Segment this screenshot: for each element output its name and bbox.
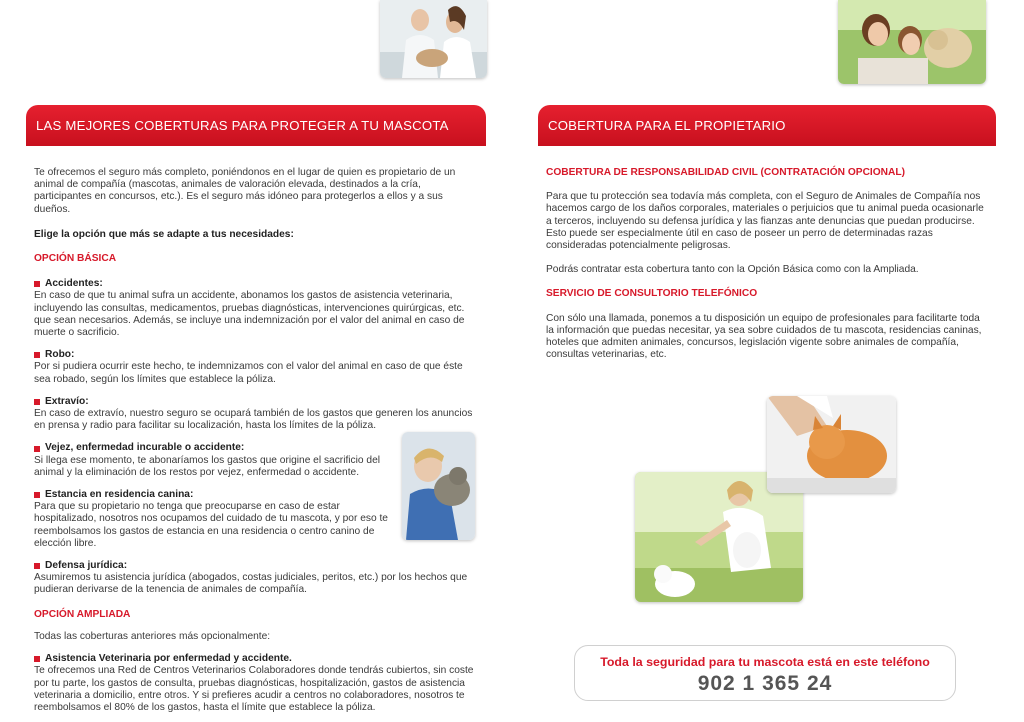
basic-option-heading: OPCIÓN BÁSICA (34, 253, 117, 265)
phone-service-heading: SERVICIO DE CONSULTORIO TELEFÓNICO (546, 288, 758, 300)
coverage-item-theft (34, 349, 476, 386)
civil-liability-heading: COBERTURA DE RESPONSABILIDAD CIVIL (CONTRATACIÓN OPCIONAL) (546, 167, 906, 178)
item-title: Estancia en residencia canina: (45, 489, 194, 501)
bullet-square-icon (34, 281, 40, 287)
boy-cat-photo (402, 432, 475, 540)
item-title: Extravío: (45, 395, 89, 407)
bullet-square-icon (34, 352, 40, 358)
right-section-banner: COBERTURA PARA EL PROPIETARIO (538, 105, 996, 146)
item-title: Asistencia Veterinaria por enfermedad y accidente. (45, 653, 292, 665)
bullet-square-icon (34, 492, 40, 498)
bullet-square-icon (34, 399, 40, 405)
item-text: Si llega ese momento, te abonaríamos los gastos que origine el sacrificio del animal y la eliminación de los restos por vejez, enfermedad o accidente. (34, 454, 380, 478)
bullet-square-icon (34, 446, 40, 452)
extended-option-heading: OPCIÓN AMPLIADA (34, 608, 131, 620)
left-section-banner: LAS MEJORES COBERTURAS PARA PROTEGER A TU MASCOTA (26, 105, 486, 146)
family-dog-photo (838, 0, 986, 84)
intro-paragraph: Te ofrecemos el seguro más completo, poniéndonos en el lugar de quien es propietario de un animal de compañía (mascotas, animales de valoración elevada, destinados a la cría, participantes en concursos, etc.). Es el seguro más idóneo para protegerlos a ellos y a sus dueños. (34, 167, 456, 215)
item-text: Para que su propietario no tenga que preocuparse en caso de estar hospitalizado, nosotros nos ocupamos del cuidado de tu mascota, y por eso te reembolsamos los gastos de estancia en una residencia o centro canino de elección libre. (34, 501, 388, 549)
cat-vet-photo (767, 396, 896, 493)
item-text: En caso de que tu animal sufra un accidente, abonamos los gastos de asistencia veterinaria, incluyendo las consultas, medicamentos, pruebas diagnósticas, intervenciones quirúrgicas, etc. que sean necesarios. Además, se incluye una indemnización por el valor del animal en caso de muerte o sacrificio. (34, 290, 465, 339)
civil-liability-text: Para que tu protección sea todavía más completa, con el Seguro de Animales de Compañía nos hacemos cargo de los daños corporales, materiales o perjuicios que tu animal pueda ocasionarle a terceros, incluyendo su defensa jurídica y las fianzas ante denuncias que puedan producirse. Esto puede ser especialmente útil en caso de poseer un perro de determinadas razas consideradas potencialmente peligrosas. (546, 191, 984, 252)
vet-photo (380, 0, 487, 78)
item-title: Accidentes: (45, 278, 103, 290)
coverage-item-kennel (34, 489, 394, 550)
coverage-item-loss (34, 396, 476, 433)
phone-service-text: Con sólo una llamada, ponemos a tu disposición un equipo de profesionales para facilitarte toda la información que puedas necesitar, ya sea sobre cuidados de tu mascota, residencias caninas, hoteles que admiten animales, concursos, legislación vigente sobre animales de compañía, consultas veterinarias, etc. (546, 312, 982, 361)
item-text: Asumiremos tu asistencia jurídica (abogados, costas judiciales, peritos, etc.) por los hechos que pudieran derivarse de la tenencia de animales de compañía. (34, 572, 468, 596)
coverage-item-old-age (34, 442, 394, 479)
phone-number[interactable]: 902 1 365 24 (697, 672, 833, 695)
extended-intro: Todas las coberturas anteriores más opcionalmente: (34, 630, 271, 642)
bullet-square-icon (34, 563, 40, 569)
item-text: Por si pudiera ocurrir este hecho, te indemnizamos con el valor del animal en caso de que éste sea robado, según los límites que establece la póliza. (34, 361, 463, 385)
choose-option-text: Elige la opción que más se adapte a tus necesidades: (34, 228, 294, 240)
right-column (546, 167, 988, 361)
coverage-item-vet (34, 653, 476, 714)
phone-contact-box (574, 645, 956, 701)
item-text: Te ofrecemos una Red de Centros Veterinarios Colaboradores donde tendrás cubiertos, sin coste por tu parte, los gastos de consulta, pruebas diagnósticas, hospitalización, gastos de asistencia veterinaria a domicilio, entre otros. Y si prefieres acudir a centros no colaboradores, nosotros te reembolsamos el 80% de los gastos, hasta el límite que establece la póliza. (34, 665, 474, 713)
civil-liability-note: Podrás contratar esta cobertura tanto con la Opción Básica como con la Ampliada. (546, 264, 919, 276)
item-title: Defensa jurídica: (45, 560, 128, 572)
item-text: En caso de extravío, nuestro seguro se ocupará también de los gastos que generen los anuncios en prensa y radio para facilitar su localización, hasta los límites de la póliza. (34, 408, 473, 432)
item-title: Vejez, enfermedad incurable o accidente: (45, 442, 245, 454)
coverage-item-accidents (34, 278, 476, 339)
bullet-square-icon (34, 656, 40, 662)
item-title: Robo: (45, 349, 75, 361)
coverage-item-legal (34, 560, 476, 597)
phone-tagline: Toda la seguridad para tu mascota está en este teléfono (600, 655, 930, 669)
